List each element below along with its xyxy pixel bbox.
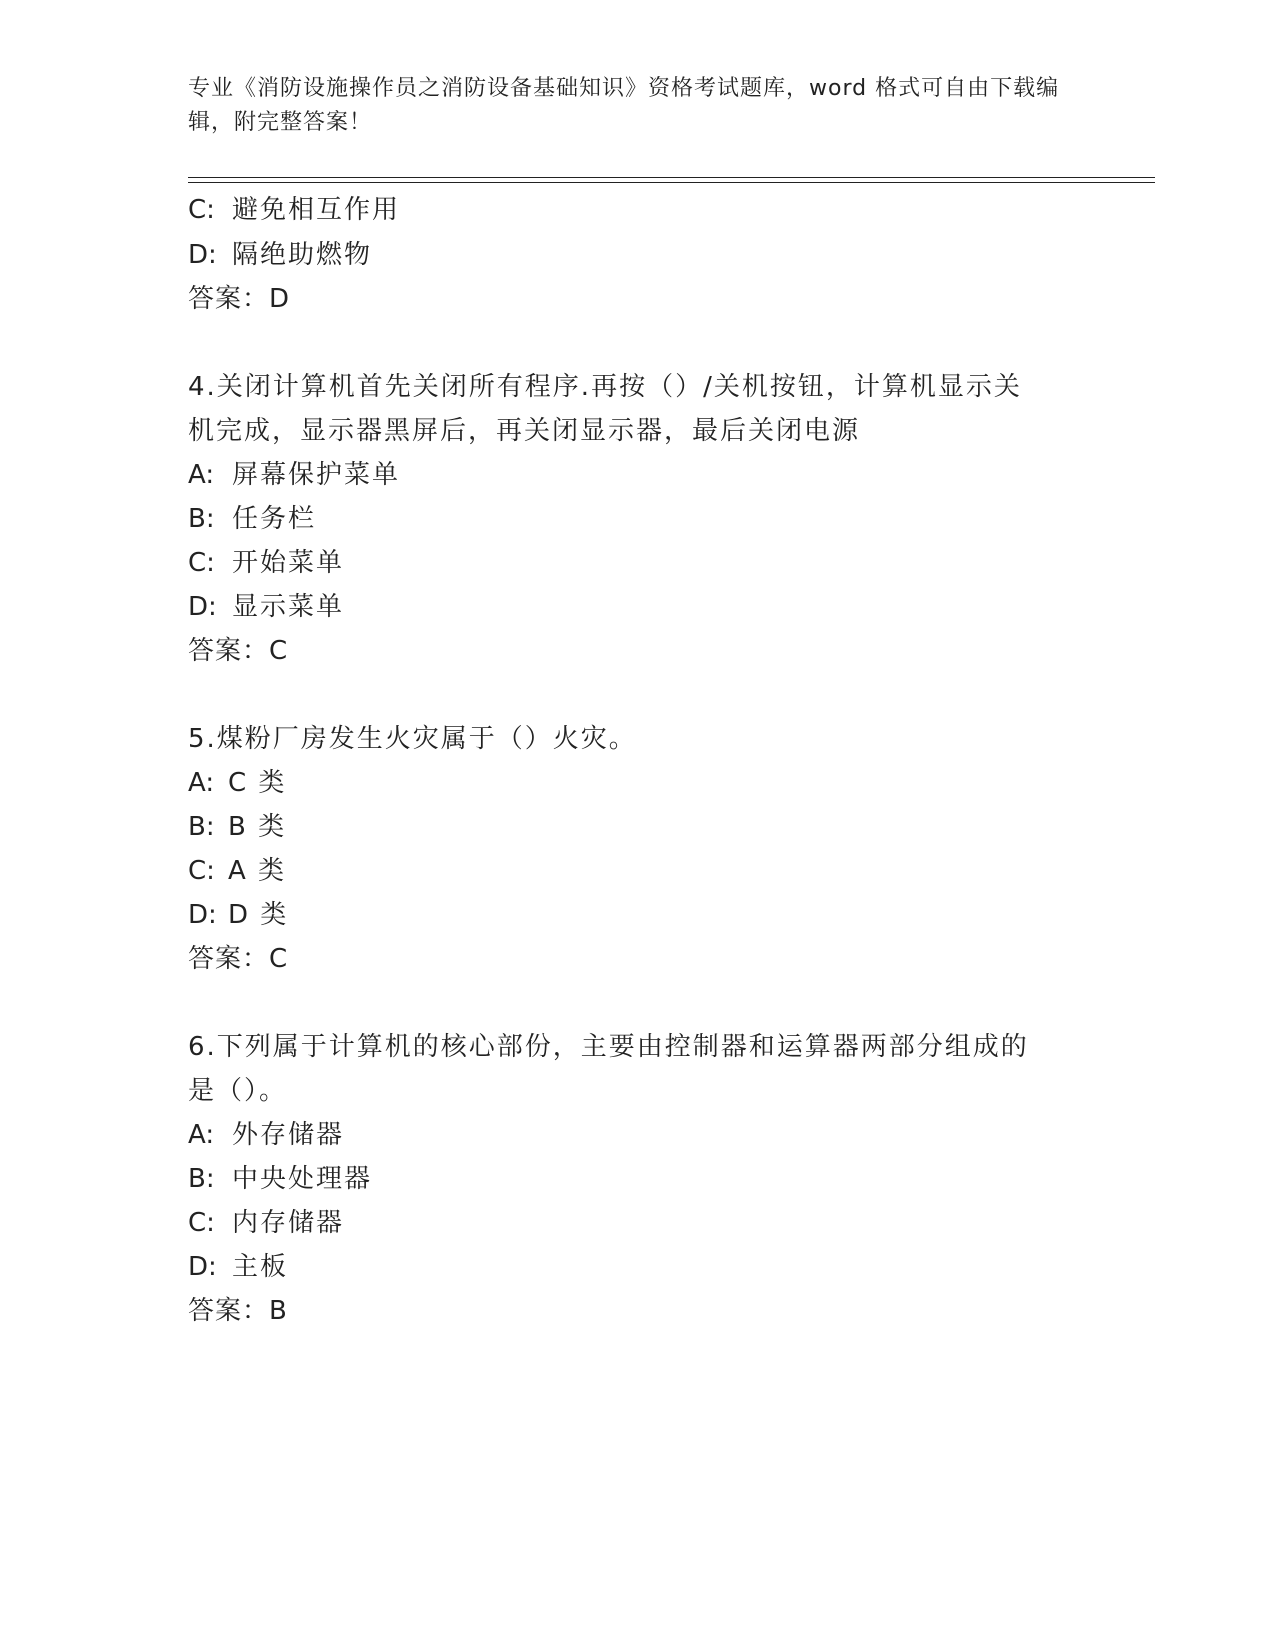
option-letter: C:	[188, 1208, 215, 1238]
option-letter: A:	[188, 460, 215, 490]
option-text: 屏幕保护菜单	[232, 460, 401, 490]
option-a	[188, 1118, 344, 1152]
document-header: 专业《消防设施操作员之消防设备基础知识》资格考试题库，word 格式可自由下载编辑，附完整答案！	[188, 76, 1060, 135]
option-letter: C:	[188, 548, 215, 578]
option-letter: C:	[188, 856, 215, 886]
option-b	[188, 1162, 372, 1196]
option-text: 避免相互作用	[232, 195, 401, 225]
option-text: 内存储器	[232, 1208, 345, 1238]
question-stem-continued: 机完成，显示器黑屏后，再关闭显示器，最后关闭电源	[188, 416, 861, 446]
option-letter: D:	[188, 1252, 217, 1282]
option-letter: B:	[188, 1164, 215, 1194]
option-text: 主板	[232, 1252, 289, 1282]
answer-line: 答案：C	[188, 636, 289, 666]
option-letter: D:	[188, 240, 217, 270]
question-stem: 6.下列属于计算机的核心部份，主要由控制器和运算器两部分组成的	[188, 1032, 1029, 1062]
option-letter: A:	[188, 768, 215, 798]
option-a	[188, 766, 286, 800]
header-rule-bottom	[188, 182, 1155, 183]
option-text: 任务栏	[232, 504, 317, 534]
option-text: C 类	[228, 768, 287, 798]
option-letter: A:	[188, 1120, 215, 1150]
option-letter: C:	[188, 195, 215, 225]
option-c	[188, 854, 286, 888]
option-c	[188, 193, 400, 227]
option-text: 外存储器	[232, 1120, 345, 1150]
option-d	[188, 1250, 288, 1284]
option-c	[188, 546, 344, 580]
option-text: A 类	[228, 856, 287, 886]
answer-line: 答案：D	[188, 284, 291, 314]
question-stem-continued: 是（）。	[188, 1076, 288, 1106]
option-b	[188, 810, 286, 844]
option-a	[188, 458, 400, 492]
option-letter: D:	[188, 900, 217, 930]
option-text: 隔绝助燃物	[232, 240, 373, 270]
option-b	[188, 502, 316, 536]
option-text: 开始菜单	[232, 548, 345, 578]
option-c	[188, 1206, 344, 1240]
option-letter: B:	[188, 812, 215, 842]
question-stem: 4.关闭计算机首先关闭所有程序.再按（）/关机按钮，计算机显示关	[188, 372, 1022, 402]
answer-line: 答案：C	[188, 944, 289, 974]
option-text: 中央处理器	[232, 1164, 373, 1194]
option-d	[188, 898, 288, 932]
option-letter: B:	[188, 504, 215, 534]
option-d	[188, 238, 372, 272]
option-text: B 类	[228, 812, 287, 842]
question-stem: 5.煤粉厂房发生火灾属于（）火灾。	[188, 724, 637, 754]
header-rule-top	[188, 177, 1155, 178]
option-letter: D:	[188, 592, 217, 622]
answer-line: 答案：B	[188, 1296, 288, 1326]
option-d	[188, 590, 344, 624]
option-text: 显示菜单	[232, 592, 345, 622]
option-text: D 类	[228, 900, 289, 930]
